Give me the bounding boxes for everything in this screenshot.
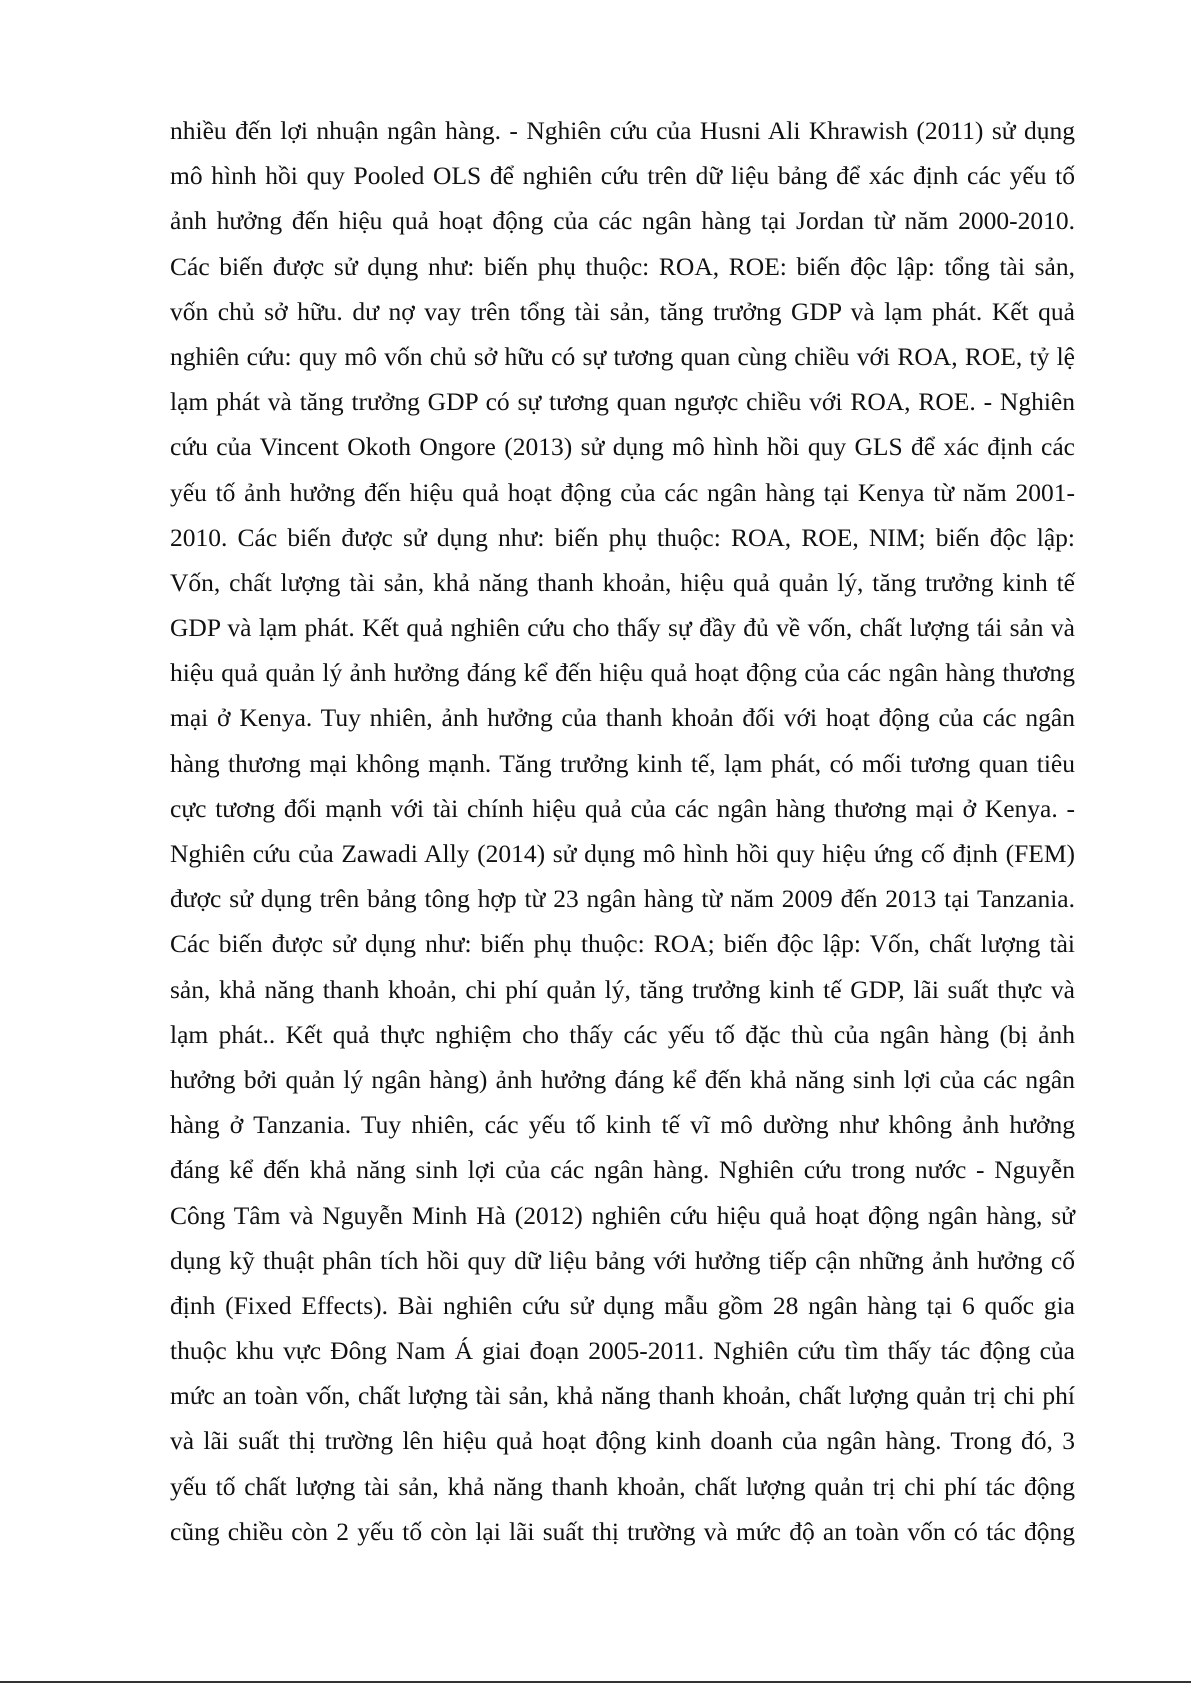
text-line: mức an toàn vốn, chất lượng tài sản, khả năng thanh khoản, chất lượng quản trị chi phí (170, 1381, 1075, 1411)
body-paragraph (170, 108, 1075, 1554)
text-line: yếu tố chất lượng tài sản, khả năng thanh khoản, chất lượng quản trị chi phí tác động (170, 1471, 1075, 1501)
text-line: Các biến được sử dụng như: biến phụ thuộc: ROA, ROE: biến độc lập: tổng tài sản, (170, 251, 1075, 281)
text-line: GDP và lạm phát. Kết quả nghiên cứu cho thấy sự đầy đủ về vốn, chất lượng tái sản và (170, 613, 1075, 643)
text-line: thuộc khu vực Đông Nam Á giai đoạn 2005-2011. Nghiên cứu tìm thấy tác động của (170, 1336, 1075, 1366)
text-line: nhiều đến lợi nhuận ngân hàng. - Nghiên cứu của Husni Ali Khrawish (2011) sử dụng (170, 116, 1075, 145)
text-line: mô hình hồi quy Pooled OLS để nghiên cứu trên dữ liệu bảng để xác định các yếu tố (170, 161, 1075, 191)
text-line: Các biến được sử dụng như: biến phụ thuộc: ROA; biến độc lập: Vốn, chất lượng tài (170, 929, 1075, 959)
text-line: Nghiên cứu của Zawadi Ally (2014) sử dụng mô hình hồi quy hiệu ứng cố định (FEM) (170, 839, 1075, 868)
text-line: mại ở Kenya. Tuy nhiên, ảnh hưởng của thanh khoản đối với hoạt động của các ngân (170, 703, 1075, 733)
text-line: Vốn, chất lượng tài sản, khả năng thanh khoản, hiệu quả quản lý, tăng trưởng kinh tế (170, 567, 1075, 597)
text-line: Công Tâm và Nguyễn Minh Hà (2012) nghiên cứu hiệu quả hoạt động ngân hàng, sử (170, 1200, 1075, 1230)
page-bottom-divider (0, 1681, 1191, 1683)
text-line: định (Fixed Effects). Bài nghiên cứu sử dụng mẫu gồm 28 ngân hàng tại 6 quốc gia (170, 1290, 1075, 1320)
text-line: sản, khả năng thanh khoản, chi phí quản lý, tăng trưởng kinh tế GDP, lãi suất thực và (170, 974, 1075, 1004)
text-line: dụng kỹ thuật phân tích hồi quy dữ liệu bảng với hưởng tiếp cận những ảnh hưởng cố (170, 1245, 1075, 1275)
text-line: hàng ở Tanzania. Tuy nhiên, các yếu tố kinh tế vĩ mô dường như không ảnh hưởng (170, 1110, 1075, 1140)
text-line: hưởng bởi quản lý ngân hàng) ảnh hưởng đáng kể đến khả năng sinh lợi của các ngân (170, 1064, 1075, 1094)
text-line: yếu tố ảnh hưởng đến hiệu quả hoạt động của các ngân hàng tại Kenya từ năm 2001- (170, 477, 1075, 507)
text-line: 2010. Các biến được sử dụng như: biến phụ thuộc: ROA, ROE, NIM; biến độc lập: (170, 522, 1075, 552)
text-line: hàng thương mại không mạnh. Tăng trưởng kinh tế, lạm phát, có mối tương quan tiêu (170, 748, 1075, 778)
text-line: cứu của Vincent Okoth Ongore (2013) sử dụng mô hình hồi quy GLS để xác định các (170, 432, 1075, 462)
text-line: nghiên cứu: quy mô vốn chủ sở hữu có sự tương quan cùng chiều với ROA, ROE, tỷ lệ (170, 341, 1075, 371)
text-line: được sử dụng trên bảng tông hợp từ 23 ngân hàng từ năm 2009 đến 2013 tại Tanzania. (170, 884, 1075, 914)
text-line: hiệu quả quản lý ảnh hưởng đáng kể đến hiệu quả hoạt động của các ngân hàng thương (170, 658, 1075, 688)
text-line: ảnh hưởng đến hiệu quả hoạt động của các ngân hàng tại Jordan từ năm 2000-2010. (170, 206, 1075, 236)
text-line: lạm phát.. Kết quả thực nghiệm cho thấy các yếu tố đặc thù của ngân hàng (bị ảnh (170, 1019, 1075, 1049)
text-line: cũng chiều còn 2 yếu tố còn lại lãi suất thị trường và mức độ an toàn vốn có tác động (170, 1516, 1075, 1546)
text-line: cực tương đối mạnh với tài chính hiệu quả của các ngân hàng thương mại ở Kenya. - (170, 793, 1075, 823)
text-line: và lãi suất thị trường lên hiệu quả hoạt động kinh doanh của ngân hàng. Trong đó, 3 (170, 1426, 1075, 1456)
text-line: vốn chủ sở hữu. dư nợ vay trên tổng tài sản, tăng trưởng GDP và lạm phát. Kết quả (170, 296, 1075, 326)
text-line: lạm phát và tăng trưởng GDP có sự tương quan ngược chiều với ROA, ROE. - Nghiên (170, 387, 1075, 417)
text-line: đáng kể đến khả năng sinh lợi của các ngân hàng. Nghiên cứu trong nước - Nguyễn (170, 1155, 1075, 1185)
